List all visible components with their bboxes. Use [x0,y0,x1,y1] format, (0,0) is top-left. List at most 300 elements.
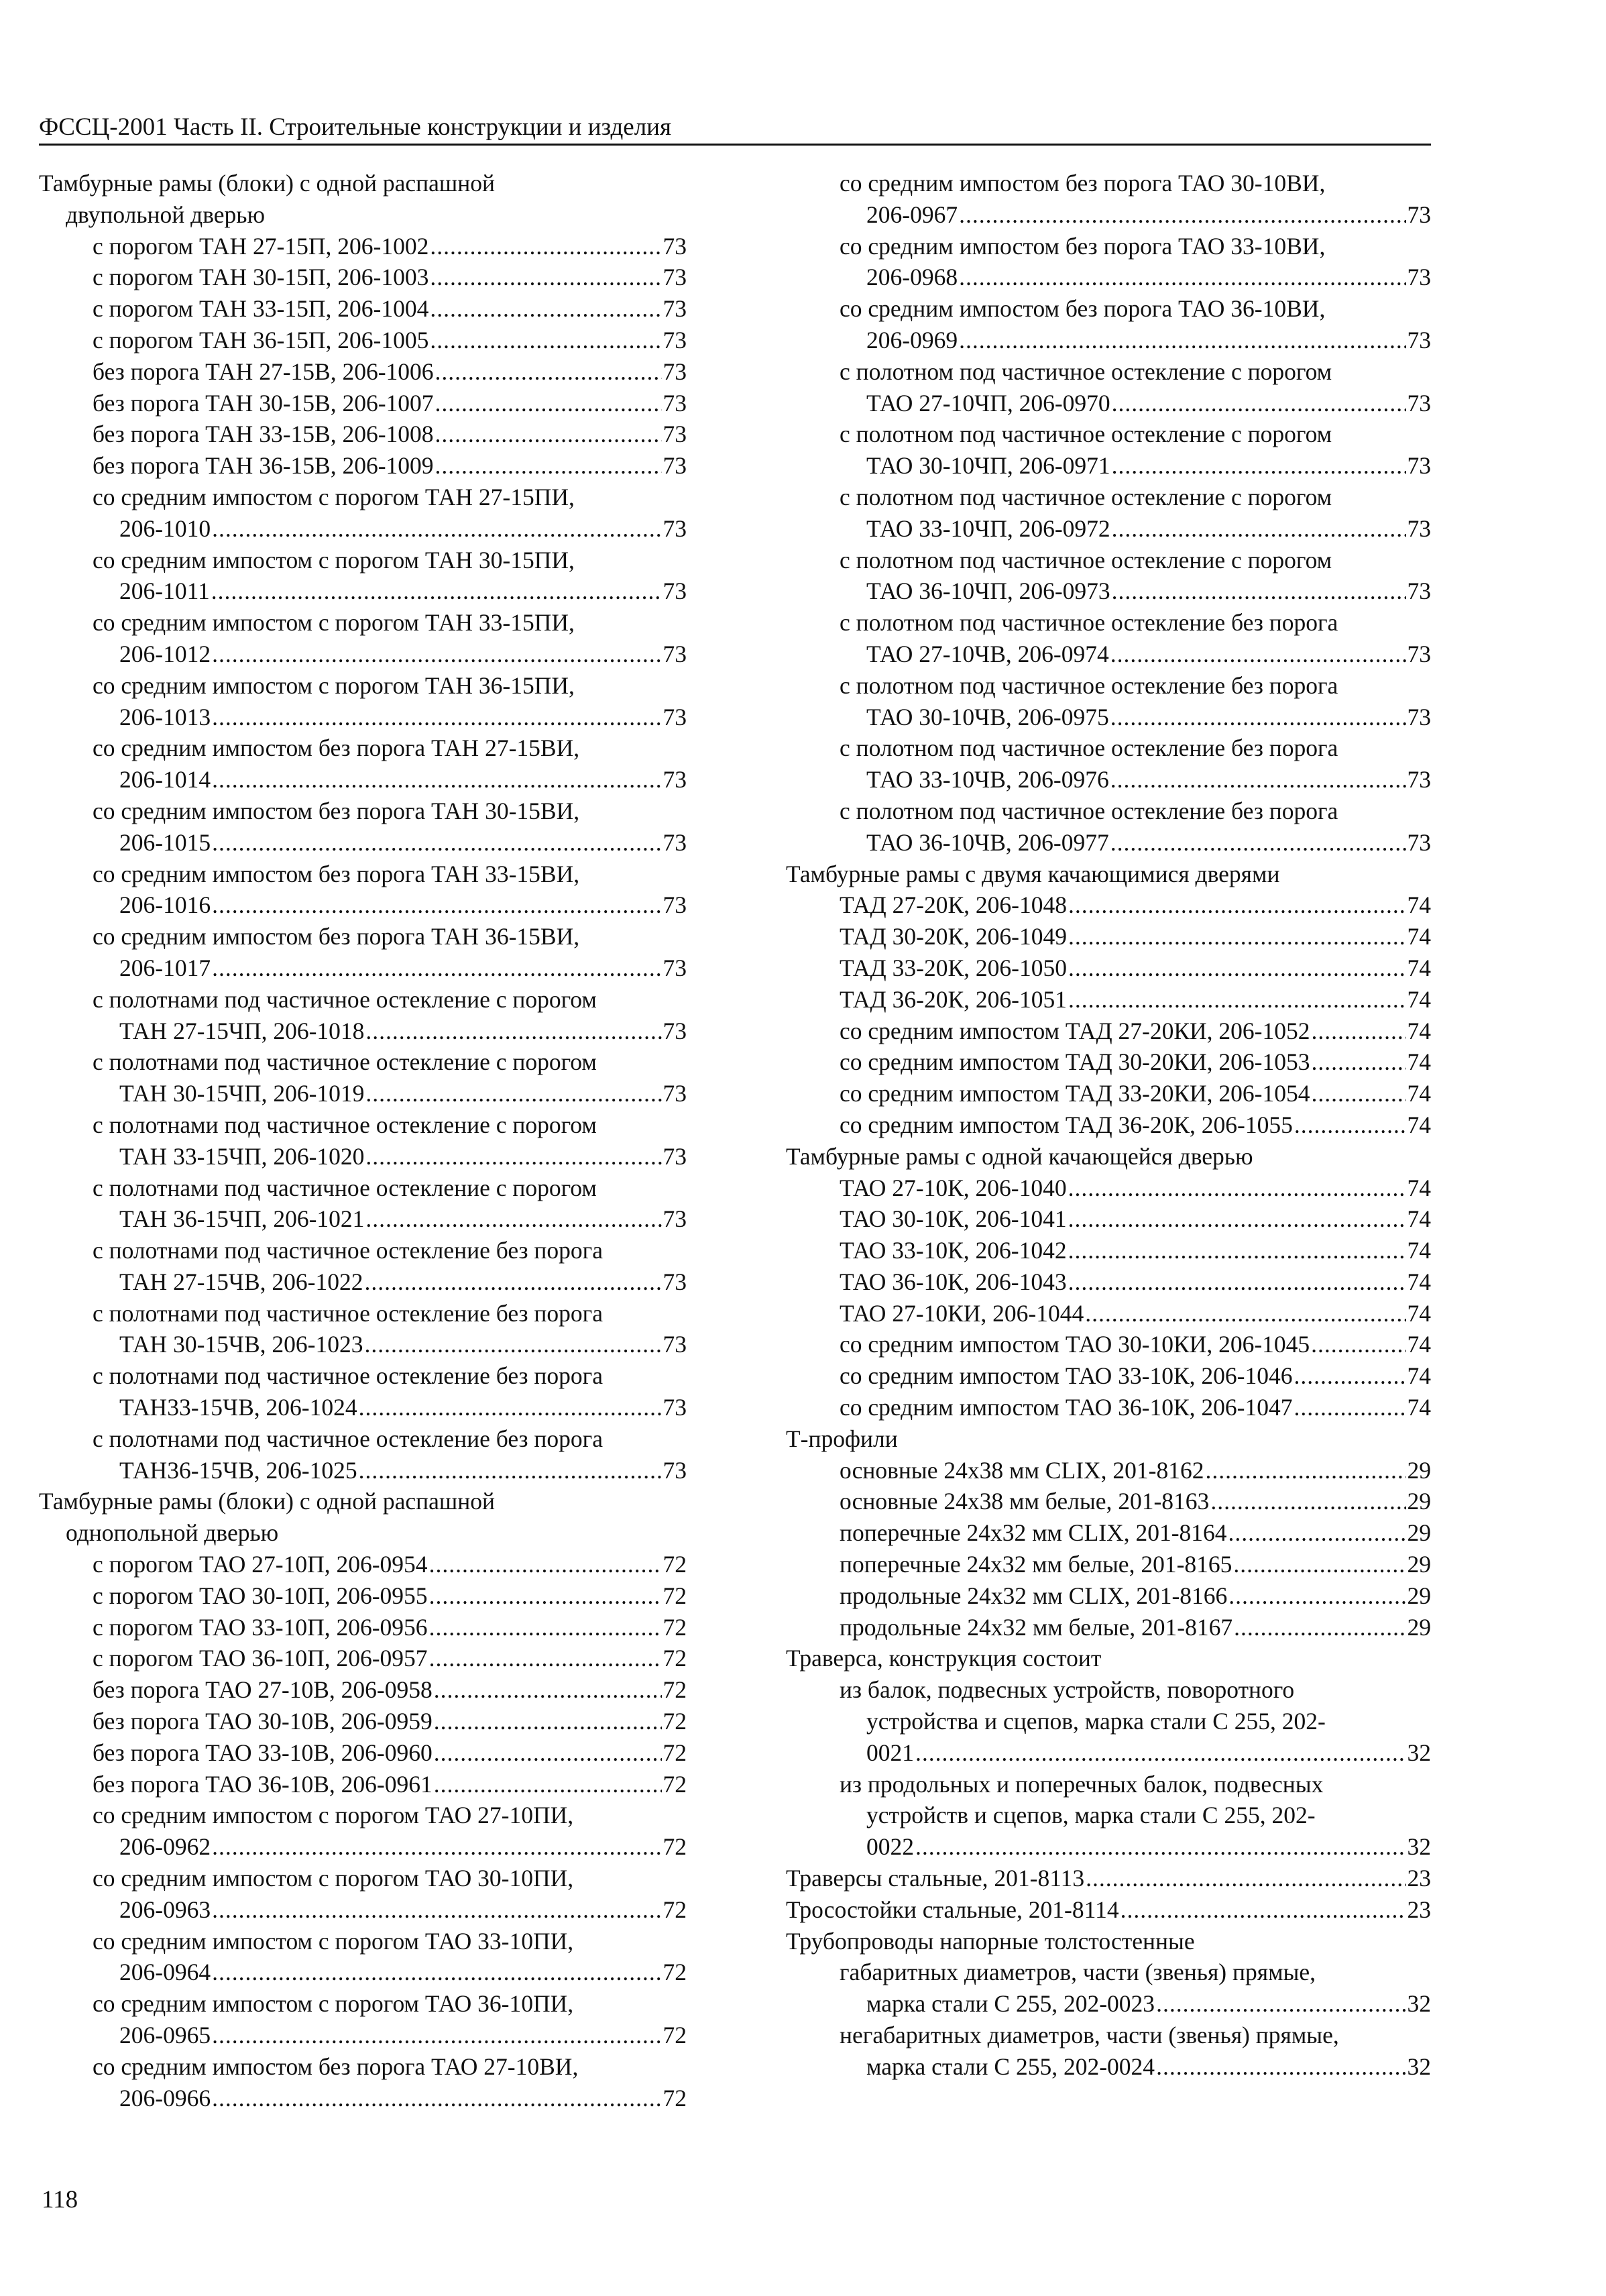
index-entry [786,1172,1431,1204]
index-entry [39,952,687,984]
index-entry-text: марка стали С 255, 202-0024 [866,2053,1155,2080]
dot-leader [359,1392,662,1423]
index-entry-text: Тамбурные рамы с двумя качающимися дверями [786,860,1280,887]
dot-leader [959,199,1406,231]
index-entry-page: 72 [663,1676,687,1704]
index-entry-page: 32 [1407,2053,1431,2080]
dot-leader [435,419,662,450]
dot-leader [1085,1298,1406,1329]
index-entry-text: ТАД 27-20К, 206-1048 [840,891,1067,919]
index-entry-page: 72 [663,1833,687,1861]
index-entry-text: со средним импостом без порога ТАО 33-10ВИ, [840,232,1326,260]
index-entry [39,1831,687,1863]
index-entry-page: 74 [1407,923,1431,950]
index-entry-page: 29 [1407,1582,1431,1609]
dot-leader [1110,702,1406,733]
index-entry [786,1486,1431,1517]
index-entry-page: 73 [663,1331,687,1358]
dot-leader [1112,450,1406,482]
index-entry-page: 72 [663,1645,687,1672]
dot-leader [359,1455,662,1486]
index-entry-text: двупольной дверью [66,201,266,228]
index-entry-page: 29 [1407,1551,1431,1578]
index-entry-page: 73 [663,766,687,794]
index-entry [39,764,687,796]
page-number: 118 [42,2186,78,2213]
index-entry [786,1549,1431,1580]
index-entry [39,1046,687,1078]
dot-leader [1312,1016,1406,1047]
index-entry-text: с полотном под частичное остекление с порогом [840,483,1332,510]
dot-leader [1068,889,1406,921]
dot-leader [1294,1392,1406,1423]
dot-leader [1068,1235,1406,1266]
index-entry [786,262,1431,293]
index-entry-text: с полотнами под частичное остекление с порогом [93,1174,597,1201]
index-entry-page: 74 [1407,985,1431,1013]
dot-leader [430,325,661,356]
dot-leader [365,1016,661,1047]
index-entry-text: со средним импостом без порога ТАО 30-10ВИ, [840,170,1326,197]
index-entry-text: со средним импостом ТАД 30-20КИ, 206-1053 [840,1048,1310,1076]
index-entry-text: 0021 [866,1739,914,1766]
dot-leader [1110,639,1406,670]
dot-leader [1121,1894,1406,1926]
index-entry [39,607,687,639]
index-entry [786,796,1431,827]
index-entry-page: 72 [663,1582,687,1609]
index-entry [39,1141,687,1172]
dot-leader [1228,1580,1406,1612]
index-entry [39,1423,687,1455]
dot-leader [1311,1329,1406,1360]
index-entry [786,482,1431,513]
dot-leader [1156,2051,1406,2083]
index-entry-text: ТАН33-15ЧВ, 206-1024 [119,1394,357,1421]
index-entry-text: со средним импостом с порогом ТАН 30-15ПИ, [93,546,575,573]
dot-leader [435,356,662,388]
index-entry [39,1392,687,1423]
index-entry-text: без порога ТАО 27-10В, 206-0958 [93,1676,433,1704]
index-entry [786,1329,1431,1360]
dot-leader [434,1706,662,1737]
index-entry-page: 73 [663,1142,687,1170]
index-entry [786,984,1431,1016]
dot-leader [429,1612,662,1643]
index-entry [39,1486,687,1517]
index-entry [786,921,1431,952]
index-entry [786,1141,1431,1172]
index-entry [39,231,687,262]
index-entry-text: без порога ТАО 30-10В, 206-0959 [93,1708,433,1735]
index-entry-text: 206-1016 [119,891,211,919]
index-entry-page: 23 [1407,1896,1431,1923]
index-entry [39,1612,687,1643]
index-entry-text: ТАН 36-15ЧП, 206-1021 [119,1205,365,1233]
index-entry-text: со средним импостом ТАД 36-20К, 206-1055 [840,1111,1293,1138]
index-entry-text: ТАО 30-10К, 206-1041 [840,1205,1067,1233]
index-entry-text: со средним импостом ТАД 33-20КИ, 206-1054 [840,1080,1310,1107]
index-entry [786,859,1431,890]
index-entry-page: 23 [1407,1865,1431,1892]
dot-leader [212,2083,661,2114]
index-entry [39,168,687,199]
dot-leader [959,325,1406,356]
index-entry-page: 32 [1407,1739,1431,1766]
index-entry-text: ТАО 33-10К, 206-1042 [840,1237,1067,1264]
index-entry [786,199,1431,231]
index-entry-page: 73 [663,295,687,323]
index-entry-text: с полотнами под частичное остекление без порога [93,1237,603,1264]
dot-leader [915,1831,1406,1863]
index-entry [786,732,1431,764]
index-entry-text: со средним импостом с порогом ТАО 30-10ПИ, [93,1865,574,1892]
index-entry [39,1016,687,1047]
index-entry-page: 74 [1407,1394,1431,1421]
index-entry-page: 73 [663,578,687,605]
index-entry [786,1863,1431,1894]
dot-leader [365,1078,661,1109]
index-entry-text: с полотнами под частичное остекление с порогом [93,985,597,1013]
index-entry-text: 206-1011 [119,578,210,605]
index-entry [786,764,1431,796]
index-entry [39,827,687,859]
index-entry [39,670,687,702]
index-entry-page: 73 [663,1456,687,1484]
index-entry [786,952,1431,984]
index-entry [786,607,1431,639]
index-entry [39,1580,687,1612]
index-entry-page: 74 [1407,1331,1431,1358]
index-entry-page: 74 [1407,1017,1431,1044]
index-entry-page: 73 [663,514,687,542]
index-entry-text: ТАН 27-15ЧВ, 206-1022 [119,1268,363,1295]
index-entry-text: 206-1014 [119,766,211,794]
dot-leader [434,1737,662,1769]
index-entry-text: продольные 24x32 мм CLIX, 201-8166 [840,1582,1228,1609]
index-entry [786,1360,1431,1392]
index-entry-text: марка стали С 255, 202-0023 [866,1990,1155,2018]
index-entry [786,1046,1431,1078]
index-entry-text: ТАД 36-20К, 206-1051 [840,985,1067,1013]
index-entry [786,702,1431,733]
index-entry-text: со средним импостом с порогом ТАО 33-10ПИ, [93,1927,574,1955]
index-entry-page: 74 [1407,954,1431,981]
index-entry-page: 74 [1407,1362,1431,1390]
index-entry-text: продольные 24x32 мм белые, 201-8167 [840,1613,1233,1641]
index-entry [786,1769,1431,1800]
index-entry [39,1894,687,1926]
index-entry [786,1423,1431,1455]
index-entry [39,1517,687,1549]
dot-leader [435,388,662,419]
index-entry-text: без порога ТАО 36-10В, 206-0961 [93,1770,433,1798]
index-entry-page: 73 [1407,326,1431,353]
index-entry [39,1298,687,1329]
index-entry-page: 73 [663,358,687,385]
index-entry-page: 72 [663,1770,687,1798]
index-entry-page: 72 [663,2022,687,2049]
index-entry-text: ТАО 27-10ЧП, 206-0970 [866,389,1110,417]
dot-leader [429,1549,662,1580]
index-entry-page: 74 [1407,1174,1431,1201]
index-entry [39,1172,687,1204]
index-entry-text: с порогом ТАН 33-15П, 206-1004 [93,295,429,323]
index-entry [39,293,687,325]
dot-leader [212,2020,661,2051]
index-entry [786,1612,1431,1643]
index-entry-text: поперечные 24x32 мм белые, 201-8165 [840,1551,1232,1578]
index-entry [39,1800,687,1831]
dot-leader [365,1203,661,1235]
index-entry [786,1894,1431,1926]
index-entry [786,293,1431,325]
dot-leader [434,1674,662,1706]
index-entry [786,1517,1431,1549]
index-entry [786,513,1431,545]
dot-leader [211,576,662,607]
index-entry [39,482,687,513]
index-entry [786,419,1431,450]
index-entry-text: ТАН 30-15ЧП, 206-1019 [119,1080,365,1107]
index-entry-page: 74 [1407,1111,1431,1138]
dot-leader [1068,921,1406,952]
dot-leader [1210,1486,1406,1517]
index-entry-text: со средним импостом с порогом ТАН 27-15ПИ, [93,483,575,510]
index-entry [39,450,687,482]
index-entry-page: 73 [1407,452,1431,480]
index-entry-text: с порогом ТАН 36-15П, 206-1005 [93,326,429,353]
dot-leader [212,1831,661,1863]
index-entry-text: ТАД 33-20К, 206-1050 [840,954,1067,981]
index-entry-text: с полотном под частичное остекление без порога [840,609,1338,637]
running-header: ФССЦ-2001 Часть II. Строительные конструкции и изделия [39,113,1431,146]
index-entry-text: со средним импостом без порога ТАО 36-10ВИ, [840,295,1326,323]
index-entry-page: 72 [663,1551,687,1578]
dot-leader [212,889,661,921]
index-entry-page: 29 [1407,1488,1431,1515]
index-entry [39,388,687,419]
dot-leader [212,1894,661,1926]
index-entry-text: со средним импостом без порога ТАН 33-15ВИ, [93,860,580,887]
index-entry-text: со средним импостом без порога ТАН 36-15ВИ, [93,923,580,950]
index-entry [39,732,687,764]
index-entry [39,796,687,827]
dot-leader [430,262,661,293]
index-entry [39,1926,687,1957]
index-entry-text: Т-профили [786,1425,898,1452]
index-entry-text: с порогом ТАН 30-15П, 206-1003 [93,264,429,291]
index-entry-text: со средним импостом ТАД 27-20КИ, 206-1052 [840,1017,1310,1044]
index-entry-text: Тамбурные рамы с одной качающейся дверью [786,1142,1253,1170]
dot-leader [1312,1046,1406,1078]
index-entry-page: 73 [1407,201,1431,228]
dot-leader [1086,1863,1406,1894]
index-entry [786,1706,1431,1737]
index-entry-page: 74 [1407,1268,1431,1295]
index-entry-text: 206-0966 [119,2084,211,2112]
index-entry [786,1800,1431,1831]
index-entry-text: со средним импостом ТАО 36-10К, 206-1047 [840,1394,1293,1421]
index-entry-page: 74 [1407,1048,1431,1076]
index-entry [786,1643,1431,1674]
index-entry-text: Тросостойки стальные, 201-8114 [786,1896,1119,1923]
index-entry [786,576,1431,607]
index-entry-text: с порогом ТАО 27-10П, 206-0954 [93,1551,428,1578]
index-entry [786,2051,1431,2083]
index-entry [39,419,687,450]
index-entry [39,1203,687,1235]
index-column-right [786,168,1431,2083]
dot-leader [212,513,661,545]
index-entry-page: 73 [663,326,687,353]
index-entry [786,325,1431,356]
index-entry-text: устройств и сцепов, марка стали С 255, 202- [866,1802,1316,1829]
dot-leader [1312,1078,1406,1109]
index-entry-text: ТАД 30-20К, 206-1049 [840,923,1067,950]
index-entry-page: 72 [663,1896,687,1923]
dot-leader [1294,1109,1406,1141]
index-entry [39,1235,687,1266]
index-entry-page: 73 [663,640,687,667]
index-entry [39,2083,687,2114]
dot-leader [959,262,1406,293]
index-entry [786,1392,1431,1423]
dot-leader [915,1737,1406,1769]
index-entry-page: 72 [663,1739,687,1766]
dot-leader [212,1957,661,1988]
index-entry-text: с полотнами под частичное остекление без порога [93,1362,603,1390]
index-entry-text: со средним импостом с порогом ТАО 36-10ПИ, [93,1990,574,2018]
index-entry-page: 32 [1407,1990,1431,2018]
dot-leader [212,827,661,859]
index-entry-page: 73 [663,954,687,981]
index-entry-text: с полотном под частичное остекление с порогом [840,358,1332,385]
index-entry-text: ТАО 33-10ЧП, 206-0972 [866,514,1110,542]
index-entry [39,1988,687,2020]
index-entry [786,670,1431,702]
index-entry [786,1926,1431,1957]
index-entry [39,2020,687,2051]
dot-leader [434,1769,662,1800]
index-entry-page: 74 [1407,1205,1431,1233]
index-entry-page: 29 [1407,1613,1431,1641]
index-entry [786,1674,1431,1706]
index-entry-page: 29 [1407,1519,1431,1547]
index-entry-text: основные 24x38 мм белые, 201-8163 [840,1488,1210,1515]
index-entry-text: с порогом ТАО 36-10П, 206-0957 [93,1645,428,1672]
index-entry-text: ТАО 27-10К, 206-1040 [840,1174,1067,1201]
index-entry-text: 206-0963 [119,1896,211,1923]
index-entry [786,356,1431,388]
index-entry-text: без порога ТАН 33-15В, 206-1008 [93,421,434,448]
index-entry-text: негабаритных диаметров, части (звенья) прямые, [840,2022,1339,2049]
index-entry [39,859,687,890]
index-entry-text: ТАО 30-10ЧП, 206-0971 [866,452,1110,480]
dot-leader [429,1643,662,1674]
dot-leader [212,952,661,984]
index-entry-page: 73 [663,1394,687,1421]
dot-leader [212,764,661,796]
index-entry-text: 206-1010 [119,514,211,542]
index-entry [786,2020,1431,2051]
dot-leader [212,639,661,670]
index-entry-text: с полотнами под частичное остекление с порогом [93,1048,597,1076]
dot-leader [364,1329,661,1360]
index-entry-page: 29 [1407,1456,1431,1484]
dot-leader [430,231,661,262]
index-entry [39,1674,687,1706]
index-entry-text: со средним импостом без порога ТАН 30-15ВИ, [93,797,580,824]
index-entry-text: 206-1012 [119,640,211,667]
index-entry-text: ТАО 30-10ЧВ, 206-0975 [866,703,1109,730]
index-entry [786,168,1431,199]
index-entry-page: 72 [663,2084,687,2112]
dot-leader [430,293,661,325]
index-entry [786,1988,1431,2020]
index-entry [39,639,687,670]
index-entry-page: 74 [1407,891,1431,919]
index-entry-text: ТАН36-15ЧВ, 206-1025 [119,1456,357,1484]
dot-leader [1112,576,1406,607]
index-entry-text: ТАО 27-10КИ, 206-1044 [840,1299,1084,1327]
dot-leader [212,702,661,733]
dot-leader [1112,513,1406,545]
index-entry [39,984,687,1016]
index-entry-page: 73 [663,452,687,480]
index-entry [39,1769,687,1800]
dot-leader [1068,1266,1406,1298]
dot-leader [1156,1988,1406,2020]
index-entry [786,231,1431,262]
index-entry-text: устройства и сцепов, марка стали С 255, 202- [866,1708,1326,1735]
index-entry [786,827,1431,859]
dot-leader [1294,1360,1406,1392]
index-entry-text: 206-1017 [119,954,211,981]
index-entry-text: с порогом ТАО 30-10П, 206-0955 [93,1582,428,1609]
index-entry-text: с полотном под частичное остекление без порога [840,797,1338,824]
index-entry [786,889,1431,921]
dot-leader [1068,1203,1406,1235]
index-entry-text: Траверса, конструкция состоит [786,1645,1102,1672]
index-entry [39,545,687,576]
index-entry-text: 206-0964 [119,1959,211,1986]
index-entry-page: 74 [1407,1080,1431,1107]
index-entry [39,1863,687,1894]
index-entry [39,2051,687,2083]
dot-leader [1110,827,1406,859]
index-entry-text: с полотнами под частичное остекление с порогом [93,1111,597,1138]
index-entry-text: со средним импостом ТАО 30-10КИ, 206-1045 [840,1331,1310,1358]
index-entry-text: поперечные 24x32 мм CLIX, 201-8164 [840,1519,1227,1547]
index-entry-text: со средним импостом с порогом ТАО 27-10ПИ, [93,1802,574,1829]
dot-leader [1205,1455,1406,1486]
index-entry [39,702,687,733]
dot-leader [1068,984,1406,1016]
index-entry-text: с полотном под частичное остекление без порога [840,734,1338,762]
dot-leader [1110,764,1406,796]
index-entry [786,1016,1431,1047]
index-entry-text: со средним импостом с порогом ТАН 33-15ПИ, [93,609,575,637]
index-entry [39,1329,687,1360]
index-entry-page: 72 [663,1613,687,1641]
index-entry-page: 73 [1407,264,1431,291]
index-entry [786,1737,1431,1769]
index-entry [39,1109,687,1141]
index-entry [786,1235,1431,1266]
index-entry-text: Тамбурные рамы (блоки) с одной распашной [39,1488,495,1515]
index-entry-page: 73 [1407,389,1431,417]
